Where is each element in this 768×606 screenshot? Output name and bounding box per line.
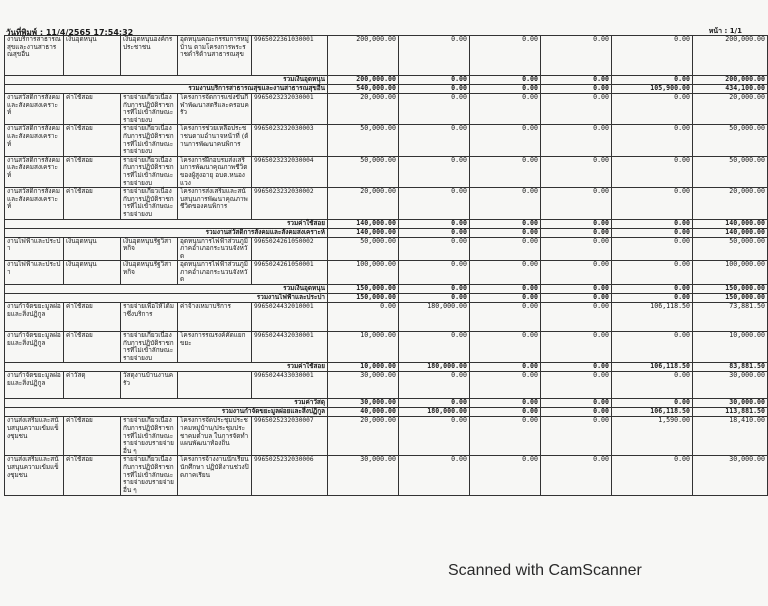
amount-cell-v2: 180,000.00 xyxy=(399,408,470,417)
category-cell: ค่าวัสดุ xyxy=(64,372,121,399)
table-row xyxy=(5,372,768,399)
work-unit-cell: งานสวัสดิการสังคมและสังคมสงเคราะห์ xyxy=(5,156,64,187)
amount-cell-v2: 0.00 xyxy=(399,219,470,228)
work-unit-cell: งานกำจัดขยะมูลฝอยและสิ่งปฏิกูล xyxy=(5,332,64,363)
amount-cell-v2: 0.00 xyxy=(399,456,470,496)
amount-cell-v1: 10,000.00 xyxy=(328,363,399,372)
amount-cell-v6: 434,100.00 xyxy=(693,85,768,94)
expense-type-cell: เงินอุดหนุนองค์กรประชาชน xyxy=(121,36,178,76)
amount-cell-v3: 0.00 xyxy=(470,294,541,303)
amount-cell-v3: 0.00 xyxy=(470,94,541,125)
project-cell: โครงการช่วยเหลือประชาชนตามอำนาจหน้าที่ (ด้านการพัฒนาคนพิการ xyxy=(178,125,252,156)
amount-cell-v6: 200,000.00 xyxy=(693,36,768,76)
camscanner-watermark: Scanned with CamScanner xyxy=(448,562,642,579)
amount-cell-v5: 106,118.50 xyxy=(612,408,693,417)
amount-cell-v3: 0.00 xyxy=(470,261,541,285)
amount-cell-v4: 0.00 xyxy=(541,94,612,125)
amount-cell-v2: 0.00 xyxy=(399,332,470,363)
amount-cell-v1: 50,000.00 xyxy=(328,237,399,261)
work-unit-cell: งานบริการสาธารณสุขและงานสาธารณสุขอื่น xyxy=(5,36,64,76)
amount-cell-v3: 0.00 xyxy=(470,237,541,261)
amount-cell-v5: 0.00 xyxy=(612,399,693,408)
expense-type-cell: รายจ่ายเกี่ยวเนื่องกับการปฏิบัติราชการที่ไม่เข้าลักษณะรายจ่ายงบ xyxy=(121,188,178,219)
total-label: รวมเงินอุดหนุน xyxy=(5,76,328,85)
amount-cell-v1: 20,000.00 xyxy=(328,417,399,456)
amount-cell-v1: 140,000.00 xyxy=(328,228,399,237)
amount-cell-v1: 100,000.00 xyxy=(328,261,399,285)
expense-type-cell: รายจ่ายเกี่ยวเนื่องกับการปฏิบัติราชการที่ไม่เข้าลักษณะรายจ่ายงบรายจ่ายอื่น ๆ xyxy=(121,456,178,496)
table-row xyxy=(5,417,768,456)
amount-cell-v3: 0.00 xyxy=(470,156,541,187)
category-cell: ค่าใช้สอย xyxy=(64,456,121,496)
amount-cell-v5: 0.00 xyxy=(612,228,693,237)
amount-cell-v1: 50,000.00 xyxy=(328,125,399,156)
amount-cell-v1: 150,000.00 xyxy=(328,285,399,294)
amount-cell-v6: 113,881.50 xyxy=(693,408,768,417)
expense-type-cell: เงินอุดหนุนรัฐวิสาหกิจ xyxy=(121,261,178,285)
account-code-cell: 9965024433030001 xyxy=(252,372,328,399)
amount-cell-v1: 540,000.00 xyxy=(328,85,399,94)
amount-cell-v6: 50,000.00 xyxy=(693,125,768,156)
amount-cell-v2: 0.00 xyxy=(399,237,470,261)
amount-cell-v1: 20,000.00 xyxy=(328,188,399,219)
amount-cell-v5: 0.00 xyxy=(612,125,693,156)
amount-cell-v4: 0.00 xyxy=(541,399,612,408)
amount-cell-v2: 180,000.00 xyxy=(399,363,470,372)
amount-cell-v4: 0.00 xyxy=(541,303,612,332)
table-row xyxy=(5,456,768,496)
account-code-cell: 9965023232030003 xyxy=(252,125,328,156)
table-row xyxy=(5,94,768,125)
amount-cell-v3: 0.00 xyxy=(470,188,541,219)
amount-cell-v4: 0.00 xyxy=(541,76,612,85)
amount-cell-v3: 0.00 xyxy=(470,372,541,399)
amount-cell-v3: 0.00 xyxy=(470,219,541,228)
category-cell: เงินอุดหนุน xyxy=(64,261,121,285)
project-cell: โครงการจัดประชุมประชาคมหมู่บ้าน/ประชุมประชาคมตำบล ในการจัดทำแผนพัฒนาท้องถิ่น xyxy=(178,417,252,456)
expense-type-cell: รายจ่ายเกี่ยวเนื่องกับการปฏิบัติราชการที่ไม่เข้าลักษณะรายจ่ายงบรายจ่ายอื่น ๆ xyxy=(121,417,178,456)
amount-cell-v2: 0.00 xyxy=(399,228,470,237)
amount-cell-v5: 0.00 xyxy=(612,294,693,303)
expense-type-cell: เงินอุดหนุนรัฐวิสาหกิจ xyxy=(121,237,178,261)
project-cell: โครงการฝึกอบรมส่งเสริมการพัฒนาคุณภาพชีวิตของผู้สูงอายุ อบต.หนองแวง xyxy=(178,156,252,187)
account-code-cell: 9965023232030004 xyxy=(252,156,328,187)
amount-cell-v6: 30,000.00 xyxy=(693,399,768,408)
amount-cell-v2: 0.00 xyxy=(399,85,470,94)
amount-cell-v1: 200,000.00 xyxy=(328,36,399,76)
amount-cell-v2: 0.00 xyxy=(399,285,470,294)
amount-cell-v6: 150,000.00 xyxy=(693,294,768,303)
amount-cell-v6: 200,000.00 xyxy=(693,76,768,85)
work-unit-cell: งานส่งเสริมและสนับสนุนความเข้มแข็งชุมชน xyxy=(5,417,64,456)
total-row xyxy=(5,219,768,228)
amount-cell-v2: 0.00 xyxy=(399,125,470,156)
category-cell: ค่าใช้สอย xyxy=(64,332,121,363)
amount-cell-v5: 0.00 xyxy=(612,372,693,399)
amount-cell-v4: 0.00 xyxy=(541,188,612,219)
amount-cell-v2: 0.00 xyxy=(399,399,470,408)
expense-type-cell: รายจ่ายเพื่อให้ได้มาซึ่งบริการ xyxy=(121,303,178,332)
expense-type-cell: วัสดุงานบ้านงานครัว xyxy=(121,372,178,399)
amount-cell-v4: 0.00 xyxy=(541,363,612,372)
total-label: รวมงานสวัสดิการสังคมและสังคมสงเคราะห์ xyxy=(5,228,328,237)
amount-cell-v4: 0.00 xyxy=(541,417,612,456)
work-unit-cell: งานสวัสดิการสังคมและสังคมสงเคราะห์ xyxy=(5,188,64,219)
project-cell: อุดหนุนการไฟฟ้าส่วนภูมิภาคอำเภอกระนวนจังหวัด xyxy=(178,237,252,261)
category-cell: เงินอุดหนุน xyxy=(64,36,121,76)
account-code-cell: 9965023232030001 xyxy=(252,94,328,125)
amount-cell-v1: 200,000.00 xyxy=(328,76,399,85)
amount-cell-v1: 30,000.00 xyxy=(328,372,399,399)
page-number: หน้า : 1/1 xyxy=(708,27,742,35)
amount-cell-v5: 0.00 xyxy=(612,156,693,187)
amount-cell-v3: 0.00 xyxy=(470,125,541,156)
account-code-cell: 9965025232030007 xyxy=(252,417,328,456)
amount-cell-v1: 150,000.00 xyxy=(328,294,399,303)
category-cell: ค่าใช้สอย xyxy=(64,125,121,156)
amount-cell-v5: 0.00 xyxy=(612,456,693,496)
amount-cell-v4: 0.00 xyxy=(541,285,612,294)
total-label: รวมค่าใช้สอย xyxy=(5,219,328,228)
amount-cell-v4: 0.00 xyxy=(541,219,612,228)
amount-cell-v5: 0.00 xyxy=(612,94,693,125)
amount-cell-v5: 0.00 xyxy=(612,285,693,294)
amount-cell-v4: 0.00 xyxy=(541,261,612,285)
account-code-cell: 9965024261050001 xyxy=(252,261,328,285)
category-cell: เงินอุดหนุน xyxy=(64,237,121,261)
work-unit-cell: งานสวัสดิการสังคมและสังคมสงเคราะห์ xyxy=(5,94,64,125)
amount-cell-v5: 0.00 xyxy=(612,237,693,261)
total-label: รวมค่าใช้สอย xyxy=(5,363,328,372)
amount-cell-v6: 20,000.00 xyxy=(693,188,768,219)
work-unit-cell: งานสวัสดิการสังคมและสังคมสงเคราะห์ xyxy=(5,125,64,156)
category-cell: ค่าใช้สอย xyxy=(64,303,121,332)
amount-cell-v4: 0.00 xyxy=(541,228,612,237)
expense-type-cell: รายจ่ายเกี่ยวเนื่องกับการปฏิบัติราชการที่ไม่เข้าลักษณะรายจ่ายงบ xyxy=(121,156,178,187)
amount-cell-v5: 0.00 xyxy=(612,36,693,76)
table-row xyxy=(5,156,768,187)
amount-cell-v2: 0.00 xyxy=(399,36,470,76)
project-cell: โครงการส่งเสริมและสนับสนุนการพัฒนาคุณภาพชีวิตของคนพิการ xyxy=(178,188,252,219)
total-label: รวมงานไฟฟ้าและประปา xyxy=(5,294,328,303)
account-code-cell: 9965025232030006 xyxy=(252,456,328,496)
project-cell xyxy=(178,372,252,399)
project-cell: อุดหนุนการไฟฟ้าส่วนภูมิภาคอำเภอกระนวนจังหวัด xyxy=(178,261,252,285)
amount-cell-v2: 0.00 xyxy=(399,76,470,85)
amount-cell-v5: 106,118.50 xyxy=(612,303,693,332)
amount-cell-v1: 30,000.00 xyxy=(328,456,399,496)
amount-cell-v3: 0.00 xyxy=(470,76,541,85)
work-unit-cell: งานกำจัดขยะมูลฝอยและสิ่งปฏิกูล xyxy=(5,303,64,332)
amount-cell-v2: 0.00 xyxy=(399,417,470,456)
table-row xyxy=(5,36,768,76)
table-row xyxy=(5,237,768,261)
amount-cell-v2: 0.00 xyxy=(399,372,470,399)
work-unit-cell: งานส่งเสริมและสนับสนุนความเข้มแข็งชุมชน xyxy=(5,456,64,496)
amount-cell-v6: 50,000.00 xyxy=(693,237,768,261)
print-date: วันที่พิมพ์ : 11/4/2565 17:54:32 xyxy=(6,28,134,37)
amount-cell-v6: 30,000.00 xyxy=(693,372,768,399)
amount-cell-v5: 1,590.00 xyxy=(612,417,693,456)
amount-cell-v6: 140,000.00 xyxy=(693,219,768,228)
amount-cell-v4: 0.00 xyxy=(541,125,612,156)
table-row xyxy=(5,261,768,285)
amount-cell-v6: 100,000.00 xyxy=(693,261,768,285)
project-cell: อุดหนุนคณะกรรมการหมู่บ้าน ตามโครงการพระราชดำริด้านสาธารณสุข xyxy=(178,36,252,76)
amount-cell-v6: 150,000.00 xyxy=(693,285,768,294)
amount-cell-v4: 0.00 xyxy=(541,456,612,496)
amount-cell-v3: 0.00 xyxy=(470,332,541,363)
amount-cell-v4: 0.00 xyxy=(541,85,612,94)
expense-type-cell: รายจ่ายเกี่ยวเนื่องกับการปฏิบัติราชการที่ไม่เข้าลักษณะรายจ่ายงบ xyxy=(121,125,178,156)
table-row xyxy=(5,125,768,156)
amount-cell-v1: 50,000.00 xyxy=(328,156,399,187)
total-label: รวมเงินอุดหนุน xyxy=(5,285,328,294)
amount-cell-v5: 106,118.50 xyxy=(612,363,693,372)
amount-cell-v3: 0.00 xyxy=(470,363,541,372)
category-cell: ค่าใช้สอย xyxy=(64,188,121,219)
amount-cell-v2: 0.00 xyxy=(399,188,470,219)
amount-cell-v4: 0.00 xyxy=(541,237,612,261)
amount-cell-v6: 83,881.50 xyxy=(693,363,768,372)
amount-cell-v5: 0.00 xyxy=(612,261,693,285)
amount-cell-v2: 0.00 xyxy=(399,156,470,187)
amount-cell-v4: 0.00 xyxy=(541,372,612,399)
amount-cell-v3: 0.00 xyxy=(470,228,541,237)
amount-cell-v4: 0.00 xyxy=(541,156,612,187)
amount-cell-v3: 0.00 xyxy=(470,399,541,408)
amount-cell-v1: 10,000.00 xyxy=(328,332,399,363)
amount-cell-v5: 0.00 xyxy=(612,76,693,85)
amount-cell-v5: 0.00 xyxy=(612,219,693,228)
expense-type-cell: รายจ่ายเกี่ยวเนื่องกับการปฏิบัติราชการที่ไม่เข้าลักษณะรายจ่ายงบ xyxy=(121,332,178,363)
work-unit-cell: งานกำจัดขยะมูลฝอยและสิ่งปฏิกูล xyxy=(5,372,64,399)
expense-type-cell: รายจ่ายเกี่ยวเนื่องกับการปฏิบัติราชการที่ไม่เข้าลักษณะรายจ่ายงบ xyxy=(121,94,178,125)
amount-cell-v3: 0.00 xyxy=(470,417,541,456)
amount-cell-v6: 10,000.00 xyxy=(693,332,768,363)
amount-cell-v6: 50,000.00 xyxy=(693,156,768,187)
amount-cell-v5: 0.00 xyxy=(612,188,693,219)
amount-cell-v4: 0.00 xyxy=(541,408,612,417)
amount-cell-v3: 0.00 xyxy=(470,303,541,332)
account-code-cell: 9965023232030002 xyxy=(252,188,328,219)
total-label: รวมงานกำจัดขยะมูลฝอยและสิ่งปฏิกูล xyxy=(5,408,328,417)
total-row xyxy=(5,228,768,237)
amount-cell-v3: 0.00 xyxy=(470,85,541,94)
amount-cell-v1: 30,000.00 xyxy=(328,399,399,408)
amount-cell-v2: 0.00 xyxy=(399,294,470,303)
amount-cell-v4: 0.00 xyxy=(541,332,612,363)
category-cell: ค่าใช้สอย xyxy=(64,417,121,456)
amount-cell-v3: 0.00 xyxy=(470,285,541,294)
project-cell: โครงการจัดการแข่งขันกีฬาพัฒนาสตรีและครอบครัว xyxy=(178,94,252,125)
amount-cell-v6: 73,881.50 xyxy=(693,303,768,332)
amount-cell-v6: 18,410.00 xyxy=(693,417,768,456)
amount-cell-v1: 140,000.00 xyxy=(328,219,399,228)
project-cell: ค่าจ้างเหมาบริการ xyxy=(178,303,252,332)
category-cell: ค่าใช้สอย xyxy=(64,156,121,187)
amount-cell-v2: 180,000.00 xyxy=(399,303,470,332)
amount-cell-v1: 40,000.00 xyxy=(328,408,399,417)
amount-cell-v4: 0.00 xyxy=(541,36,612,76)
total-label: รวมค่าวัสดุ xyxy=(5,399,328,408)
amount-cell-v3: 0.00 xyxy=(470,456,541,496)
account-code-cell: 9965022361030001 xyxy=(252,36,328,76)
amount-cell-v3: 0.00 xyxy=(470,408,541,417)
amount-cell-v6: 140,000.00 xyxy=(693,228,768,237)
account-code-cell: 9965024432010001 xyxy=(252,303,328,332)
project-cell: โครงการจ้างงานนักเรียน นักศึกษา ปฏิบัติงานช่วงปิดภาคเรียน xyxy=(178,456,252,496)
account-code-cell: 9965024261050002 xyxy=(252,237,328,261)
category-cell: ค่าใช้สอย xyxy=(64,94,121,125)
table-row xyxy=(5,303,768,332)
account-code-cell: 9965024432030001 xyxy=(252,332,328,363)
work-unit-cell: งานไฟฟ้าและประปา xyxy=(5,261,64,285)
amount-cell-v3: 0.00 xyxy=(470,36,541,76)
amount-cell-v4: 0.00 xyxy=(541,294,612,303)
amount-cell-v6: 30,000.00 xyxy=(693,456,768,496)
amount-cell-v2: 0.00 xyxy=(399,94,470,125)
amount-cell-v1: 20,000.00 xyxy=(328,94,399,125)
project-cell: โครงการรณรงค์คัดแยกขยะ xyxy=(178,332,252,363)
amount-cell-v6: 20,000.00 xyxy=(693,94,768,125)
table-row xyxy=(5,332,768,363)
total-label: รวมงานบริการสาธารณสุขและงานสาธารณสุขอื่น xyxy=(5,85,328,94)
budget-ledger-table xyxy=(4,35,768,496)
amount-cell-v5: 0.00 xyxy=(612,332,693,363)
work-unit-cell: งานไฟฟ้าและประปา xyxy=(5,237,64,261)
table-row xyxy=(5,188,768,219)
amount-cell-v1: 0.00 xyxy=(328,303,399,332)
amount-cell-v2: 0.00 xyxy=(399,261,470,285)
amount-cell-v5: 105,900.00 xyxy=(612,85,693,94)
